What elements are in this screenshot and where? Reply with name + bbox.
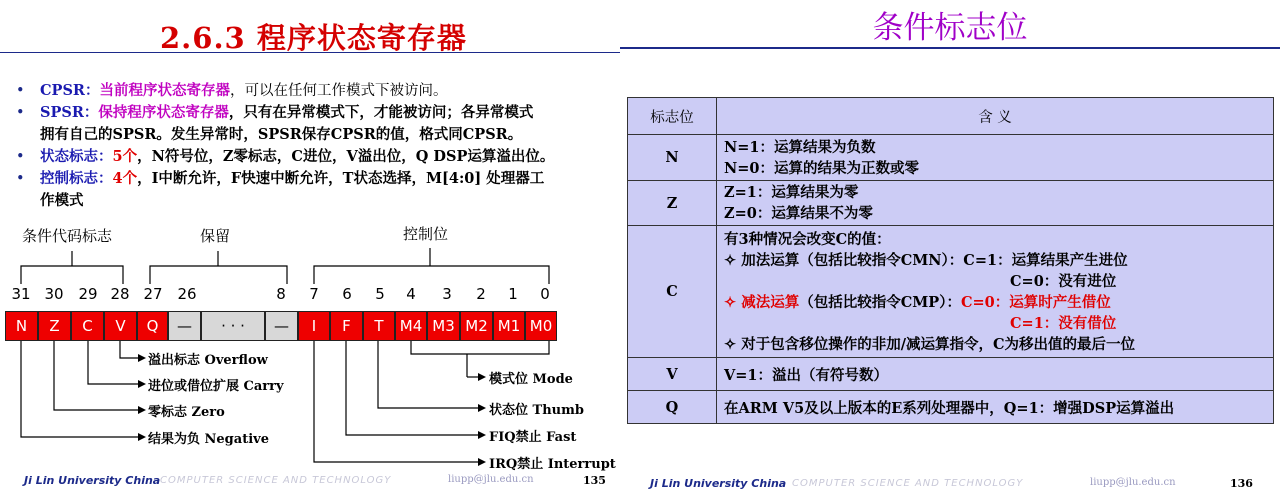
desc-carry: 进位或借位扩展 Carry [148, 379, 284, 394]
cell-f: F [330, 311, 363, 341]
bit-number: 30 [44, 285, 64, 303]
bullet-count: 4个 [112, 170, 138, 187]
table-header-row [628, 98, 1274, 135]
flag-cell: Z [628, 181, 717, 226]
meaning-line: N=0：运算的结果为正数或零 [724, 159, 919, 177]
bit-number: 0 [540, 285, 550, 303]
bullet-icon: • [16, 149, 25, 165]
desc-irq: IRQ禁止 Interrupt [489, 457, 616, 472]
section-title: 2.6.3 程序状态寄存器 [160, 21, 467, 55]
flag-cell: N [628, 135, 717, 181]
cell-reserved-ellipsis: · · · [201, 311, 265, 341]
subtract-mid: （包括比较指令CMP）： [799, 293, 961, 311]
bullet-text: ，I中断允许，F快速中断允许，T状态选择，M[4:0] 处理器工 [137, 170, 545, 187]
cell-m4: M4 [395, 311, 427, 341]
header-flag: 标志位 [628, 98, 717, 135]
meaning-line: 有3种情况会改变C的值： [724, 230, 891, 248]
bit-number: 29 [78, 285, 98, 303]
footer-university: Ji Lin University China [24, 474, 161, 487]
bit-number: 28 [110, 285, 130, 303]
cell-reserved: — [168, 311, 201, 341]
cell-reserved: — [265, 311, 298, 341]
footer-watermark: COMPUTER SCIENCE AND TECHNOLOGY [792, 478, 1024, 489]
meaning-line: Z=0：运算结果不为零 [724, 205, 873, 222]
page-number: 136 [1230, 477, 1253, 490]
flag-cell: Q [628, 391, 717, 424]
meaning-cell [717, 226, 1274, 358]
bit-number: 1 [508, 285, 518, 303]
bit-number: 27 [143, 285, 163, 303]
cell-i: I [298, 311, 330, 341]
table-row [628, 391, 1274, 424]
desc-zero: 零标志 Zero [148, 405, 225, 420]
cell-m2: M2 [460, 311, 493, 341]
cell-c: C [71, 311, 104, 341]
bit-number: 26 [177, 285, 197, 303]
meaning-cell: V=1：溢出（有符号数） [717, 358, 1274, 391]
bullet-icon: • [16, 83, 25, 99]
meaning-cell [717, 181, 1274, 226]
table-row [628, 181, 1274, 226]
desc-mode: 模式位 Mode [489, 372, 573, 387]
footer-watermark: COMPUTER SCIENCE AND TECHNOLOGY [160, 475, 392, 486]
cell-n: N [5, 311, 38, 341]
footer-university: Ji Lin University China [650, 477, 787, 490]
meaning-cell [717, 135, 1274, 181]
bullet-icon: • [16, 171, 25, 187]
bullet-text-cont: 作模式 [40, 192, 84, 209]
meaning-line: ✧ 加法运算（包括比较指令CMN）：C=1：运算结果产生进位 [724, 251, 1128, 269]
bullet-text: ，只有在异常模式下，才能被访问；各异常模式 [228, 104, 534, 121]
bit-number: 3 [442, 285, 452, 303]
desc-fiq: FIQ禁止 Fast [489, 430, 577, 445]
bullet-key: 控制标志： [40, 170, 113, 187]
bullet-key: 状态标志： [40, 148, 113, 165]
slide-title: 条件标志位 [872, 10, 1028, 46]
table-row [628, 226, 1274, 358]
desc-overflow: 溢出标志 Overflow [148, 353, 268, 368]
reserved-label: 保留 [200, 227, 231, 245]
bullet-key: CPSR： [40, 82, 100, 99]
flags-table [627, 97, 1274, 424]
meaning-line: C=1：没有借位 [1010, 314, 1117, 332]
flag-cell: C [628, 226, 717, 358]
bit-number: 2 [476, 285, 486, 303]
header-rule [620, 47, 1280, 49]
table-row [628, 135, 1274, 181]
bit-number: 4 [406, 285, 416, 303]
right-slide [620, 0, 1280, 502]
table-row [628, 358, 1274, 391]
cell-m3: M3 [427, 311, 460, 341]
cell-m1: M1 [493, 311, 525, 341]
desc-thumb: 状态位 Thumb [489, 403, 584, 418]
bit-number: 5 [375, 285, 385, 303]
bit-number: 7 [309, 285, 319, 303]
bit-number: 8 [276, 285, 286, 303]
header-meaning: 含 义 [717, 98, 1274, 135]
bullet-text: ，N符号位，Z零标志，C进位，V溢出位，Q DSP运算溢出位。 [137, 148, 555, 165]
bullet-text-cont: 拥有自己的SPSR。发生异常时，SPSR保存CPSR的值，格式同CPSR。 [40, 126, 523, 143]
left-slide [0, 0, 620, 502]
cell-z: Z [38, 311, 71, 341]
meaning-cell: 在ARM V5及以上版本的E系列处理器中，Q=1：增强DSP运算溢出 [717, 391, 1274, 424]
page-number: 135 [583, 474, 606, 487]
flag-cell: V [628, 358, 717, 391]
cell-m0: M0 [525, 311, 557, 341]
control-bits-label: 控制位 [403, 225, 449, 243]
bit-number: 6 [342, 285, 352, 303]
meaning-line: Z=1：运算结果为零 [724, 184, 859, 201]
meaning-line-subtract [724, 292, 1273, 313]
meaning-line: C=0：没有进位 [1010, 272, 1117, 290]
meaning-line: ✧ 对于包含移位操作的非加/减运算指令，C为移出值的最后一位 [724, 335, 1136, 353]
meaning-line: N=1：运算结果为负数 [724, 138, 876, 156]
cell-t: T [363, 311, 395, 341]
cell-q: Q [137, 311, 168, 341]
cell-v: V [104, 311, 137, 341]
bullet-highlight: 保持程序状态寄存器 [98, 104, 229, 121]
footer-email: liupp@jlu.edu.cn [1090, 477, 1176, 488]
cond-flags-label: 条件代码标志 [22, 227, 113, 245]
bit-number: 31 [11, 285, 31, 303]
subtract-result: C=0：运算时产生借位 [960, 293, 1111, 311]
bullet-highlight: 当前程序状态寄存器 [99, 82, 230, 99]
footer-email: liupp@jlu.edu.cn [448, 474, 534, 485]
bullet-text: ，可以在任何工作模式下被访问。 [229, 83, 448, 99]
bullet-icon: • [16, 105, 25, 121]
bullet-key: SPSR： [40, 104, 99, 121]
subtract-label: ✧ 减法运算 [724, 293, 800, 311]
bullet-count: 5个 [112, 148, 138, 165]
desc-negative: 结果为负 Negative [148, 432, 269, 447]
